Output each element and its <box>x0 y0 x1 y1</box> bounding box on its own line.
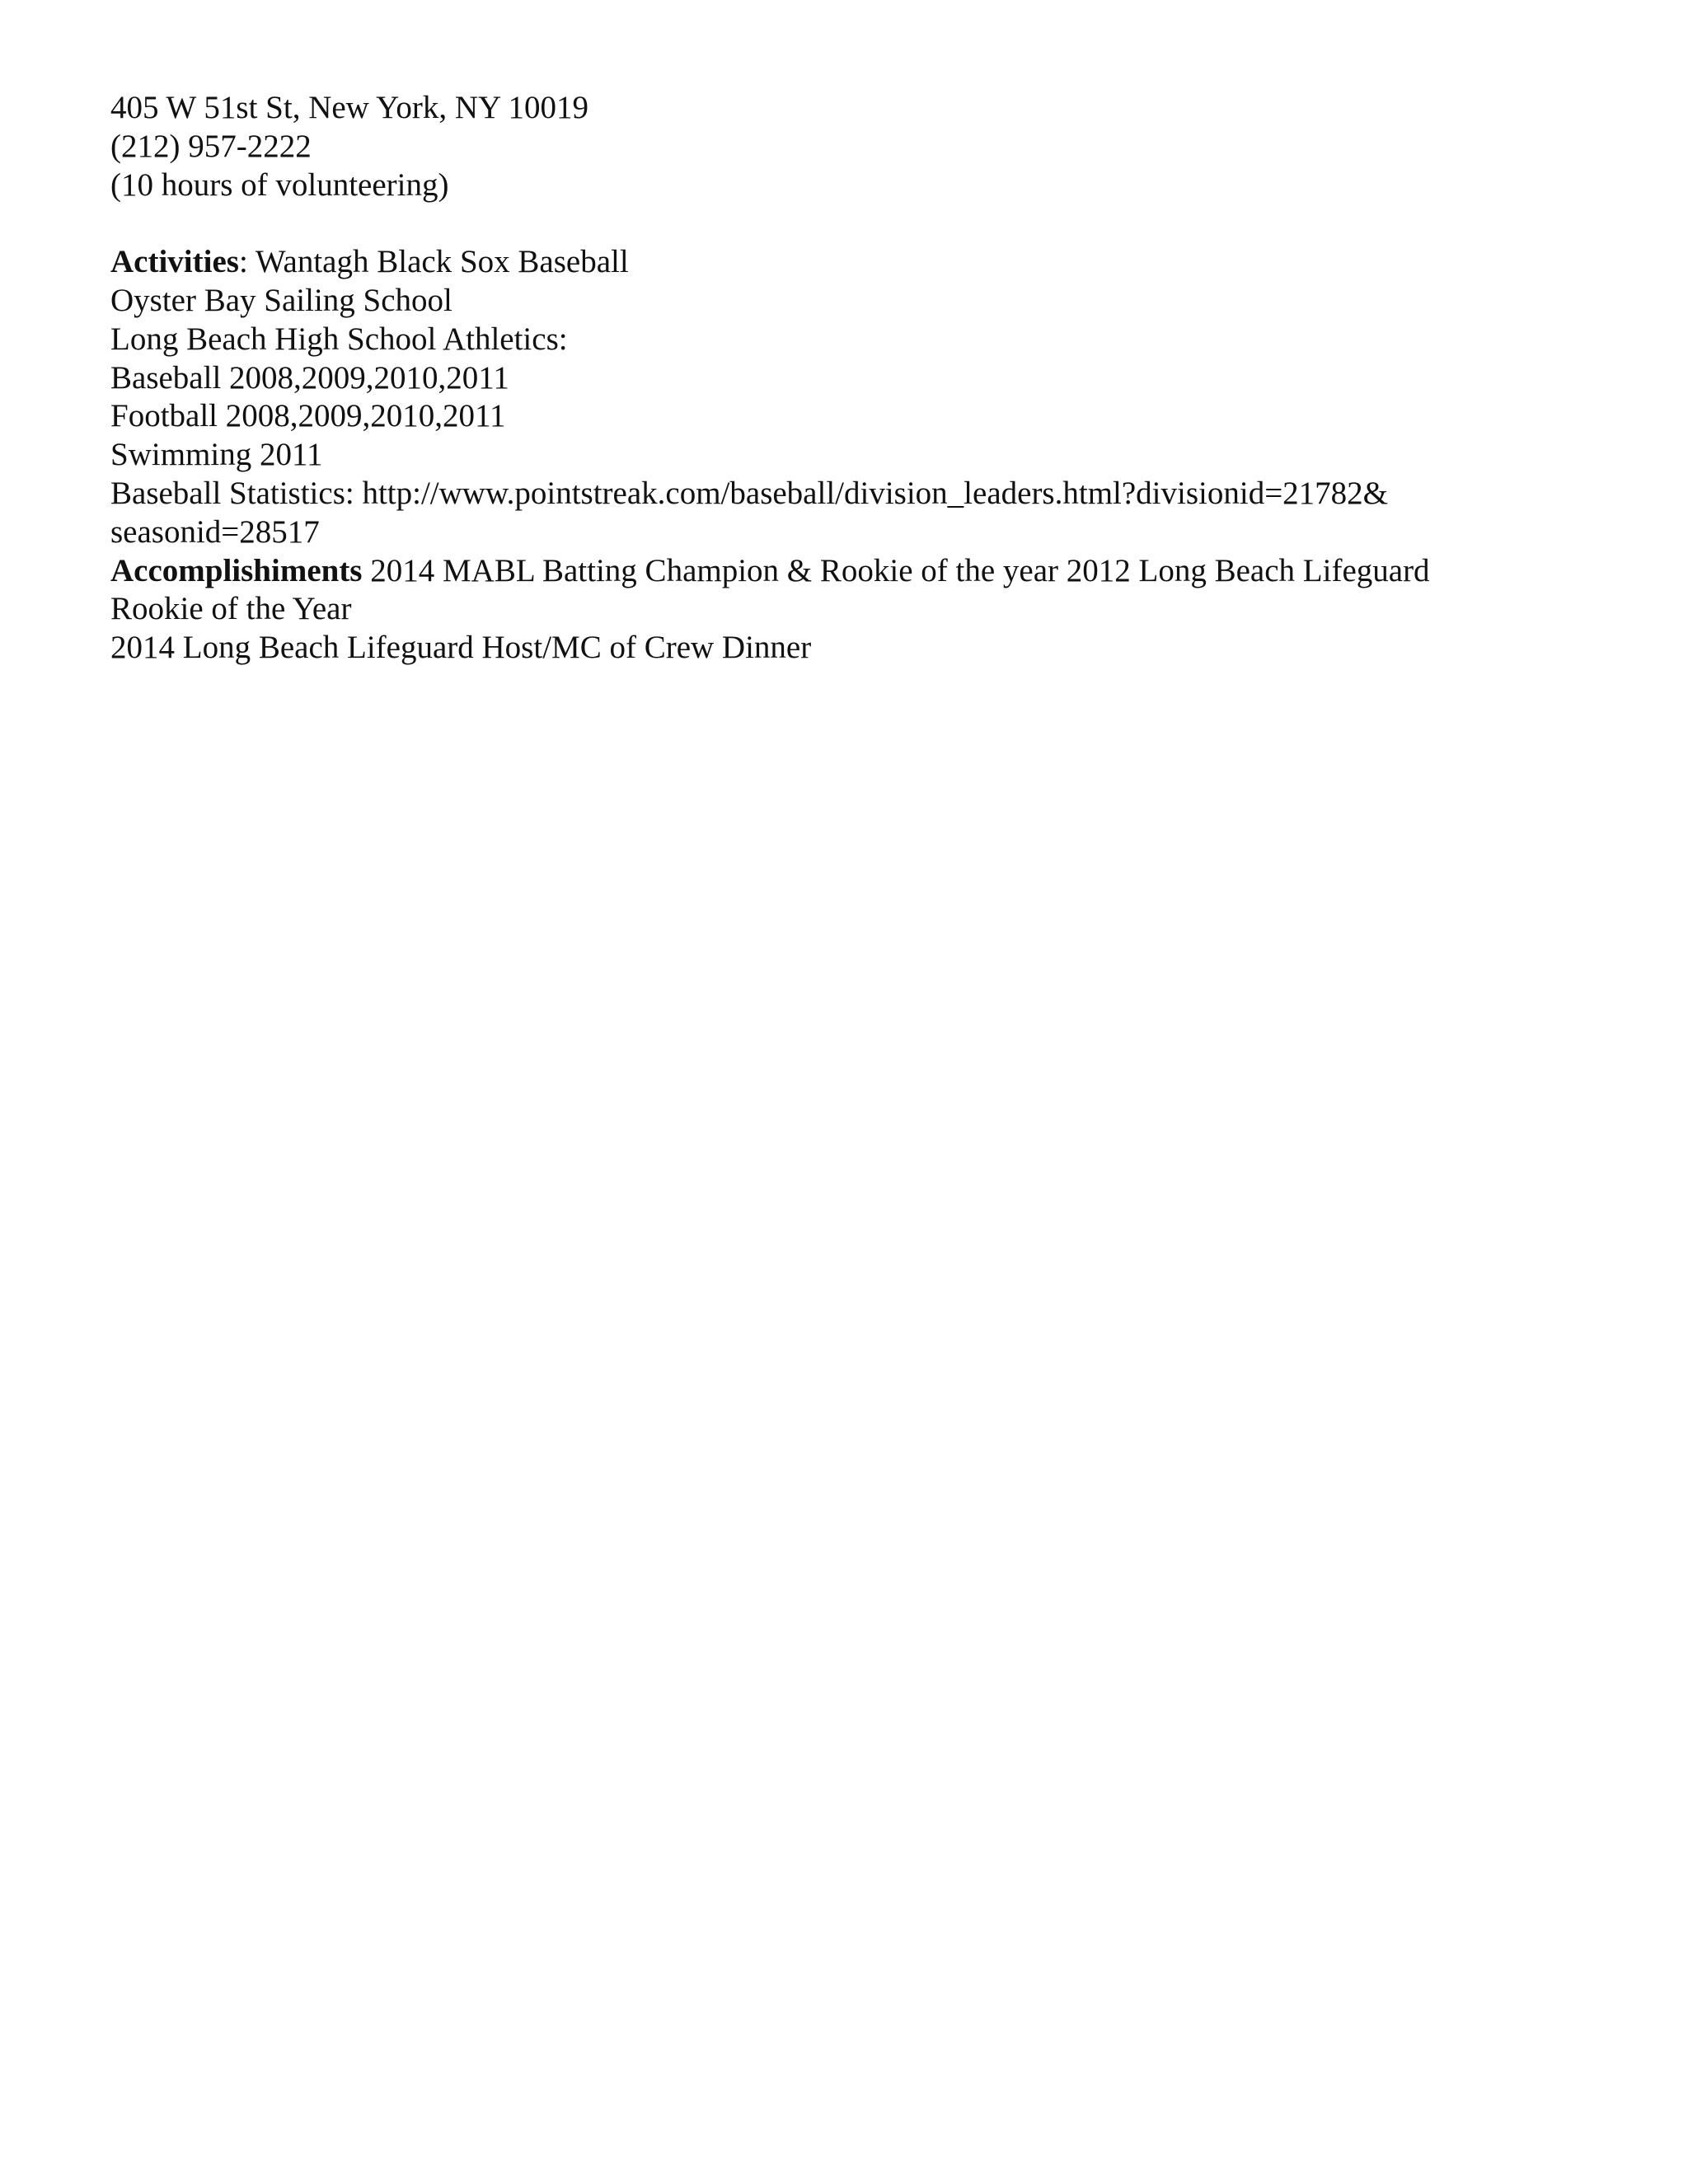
accomplishments-first-item: 2014 MABL Batting Champion & Rookie of the year 2012 Long Beach Lifeguard <box>362 552 1430 588</box>
document-page <box>110 89 1594 668</box>
activity-item: Swimming 2011 <box>110 437 323 473</box>
phone-line: (212) 957-2222 <box>110 128 312 164</box>
activity-item: Oyster Bay Sailing School <box>110 282 452 318</box>
activity-item: Football 2008,2009,2010,2011 <box>110 398 506 434</box>
baseball-statistics-continuation: seasonid=28517 <box>110 513 320 550</box>
address-line: 405 W 51st St, New York, NY 10019 <box>110 90 589 125</box>
section-spacer <box>110 204 1594 243</box>
baseball-statistics-line: Baseball Statistics: http://www.pointstreak.com/baseball/division_leaders.html?divisionid=21782& <box>110 475 1389 511</box>
activities-label: Activities <box>110 244 239 280</box>
activities-first-item: : Wantagh Black Sox Baseball <box>238 244 629 280</box>
accomplishment-item: 2014 Long Beach Lifeguard Host/MC of Crew Dinner <box>110 630 812 666</box>
accomplishments-heading-line <box>110 552 1594 591</box>
activity-item: Long Beach High School Athletics: <box>110 321 568 357</box>
volunteering-line: (10 hours of volunteering) <box>110 166 449 203</box>
activities-heading-line <box>110 243 1594 282</box>
accomplishments-continuation: Rookie of the Year <box>110 591 352 627</box>
activity-item: Baseball 2008,2009,2010,2011 <box>110 359 509 396</box>
accomplishments-label: Accomplishiments <box>110 552 363 588</box>
